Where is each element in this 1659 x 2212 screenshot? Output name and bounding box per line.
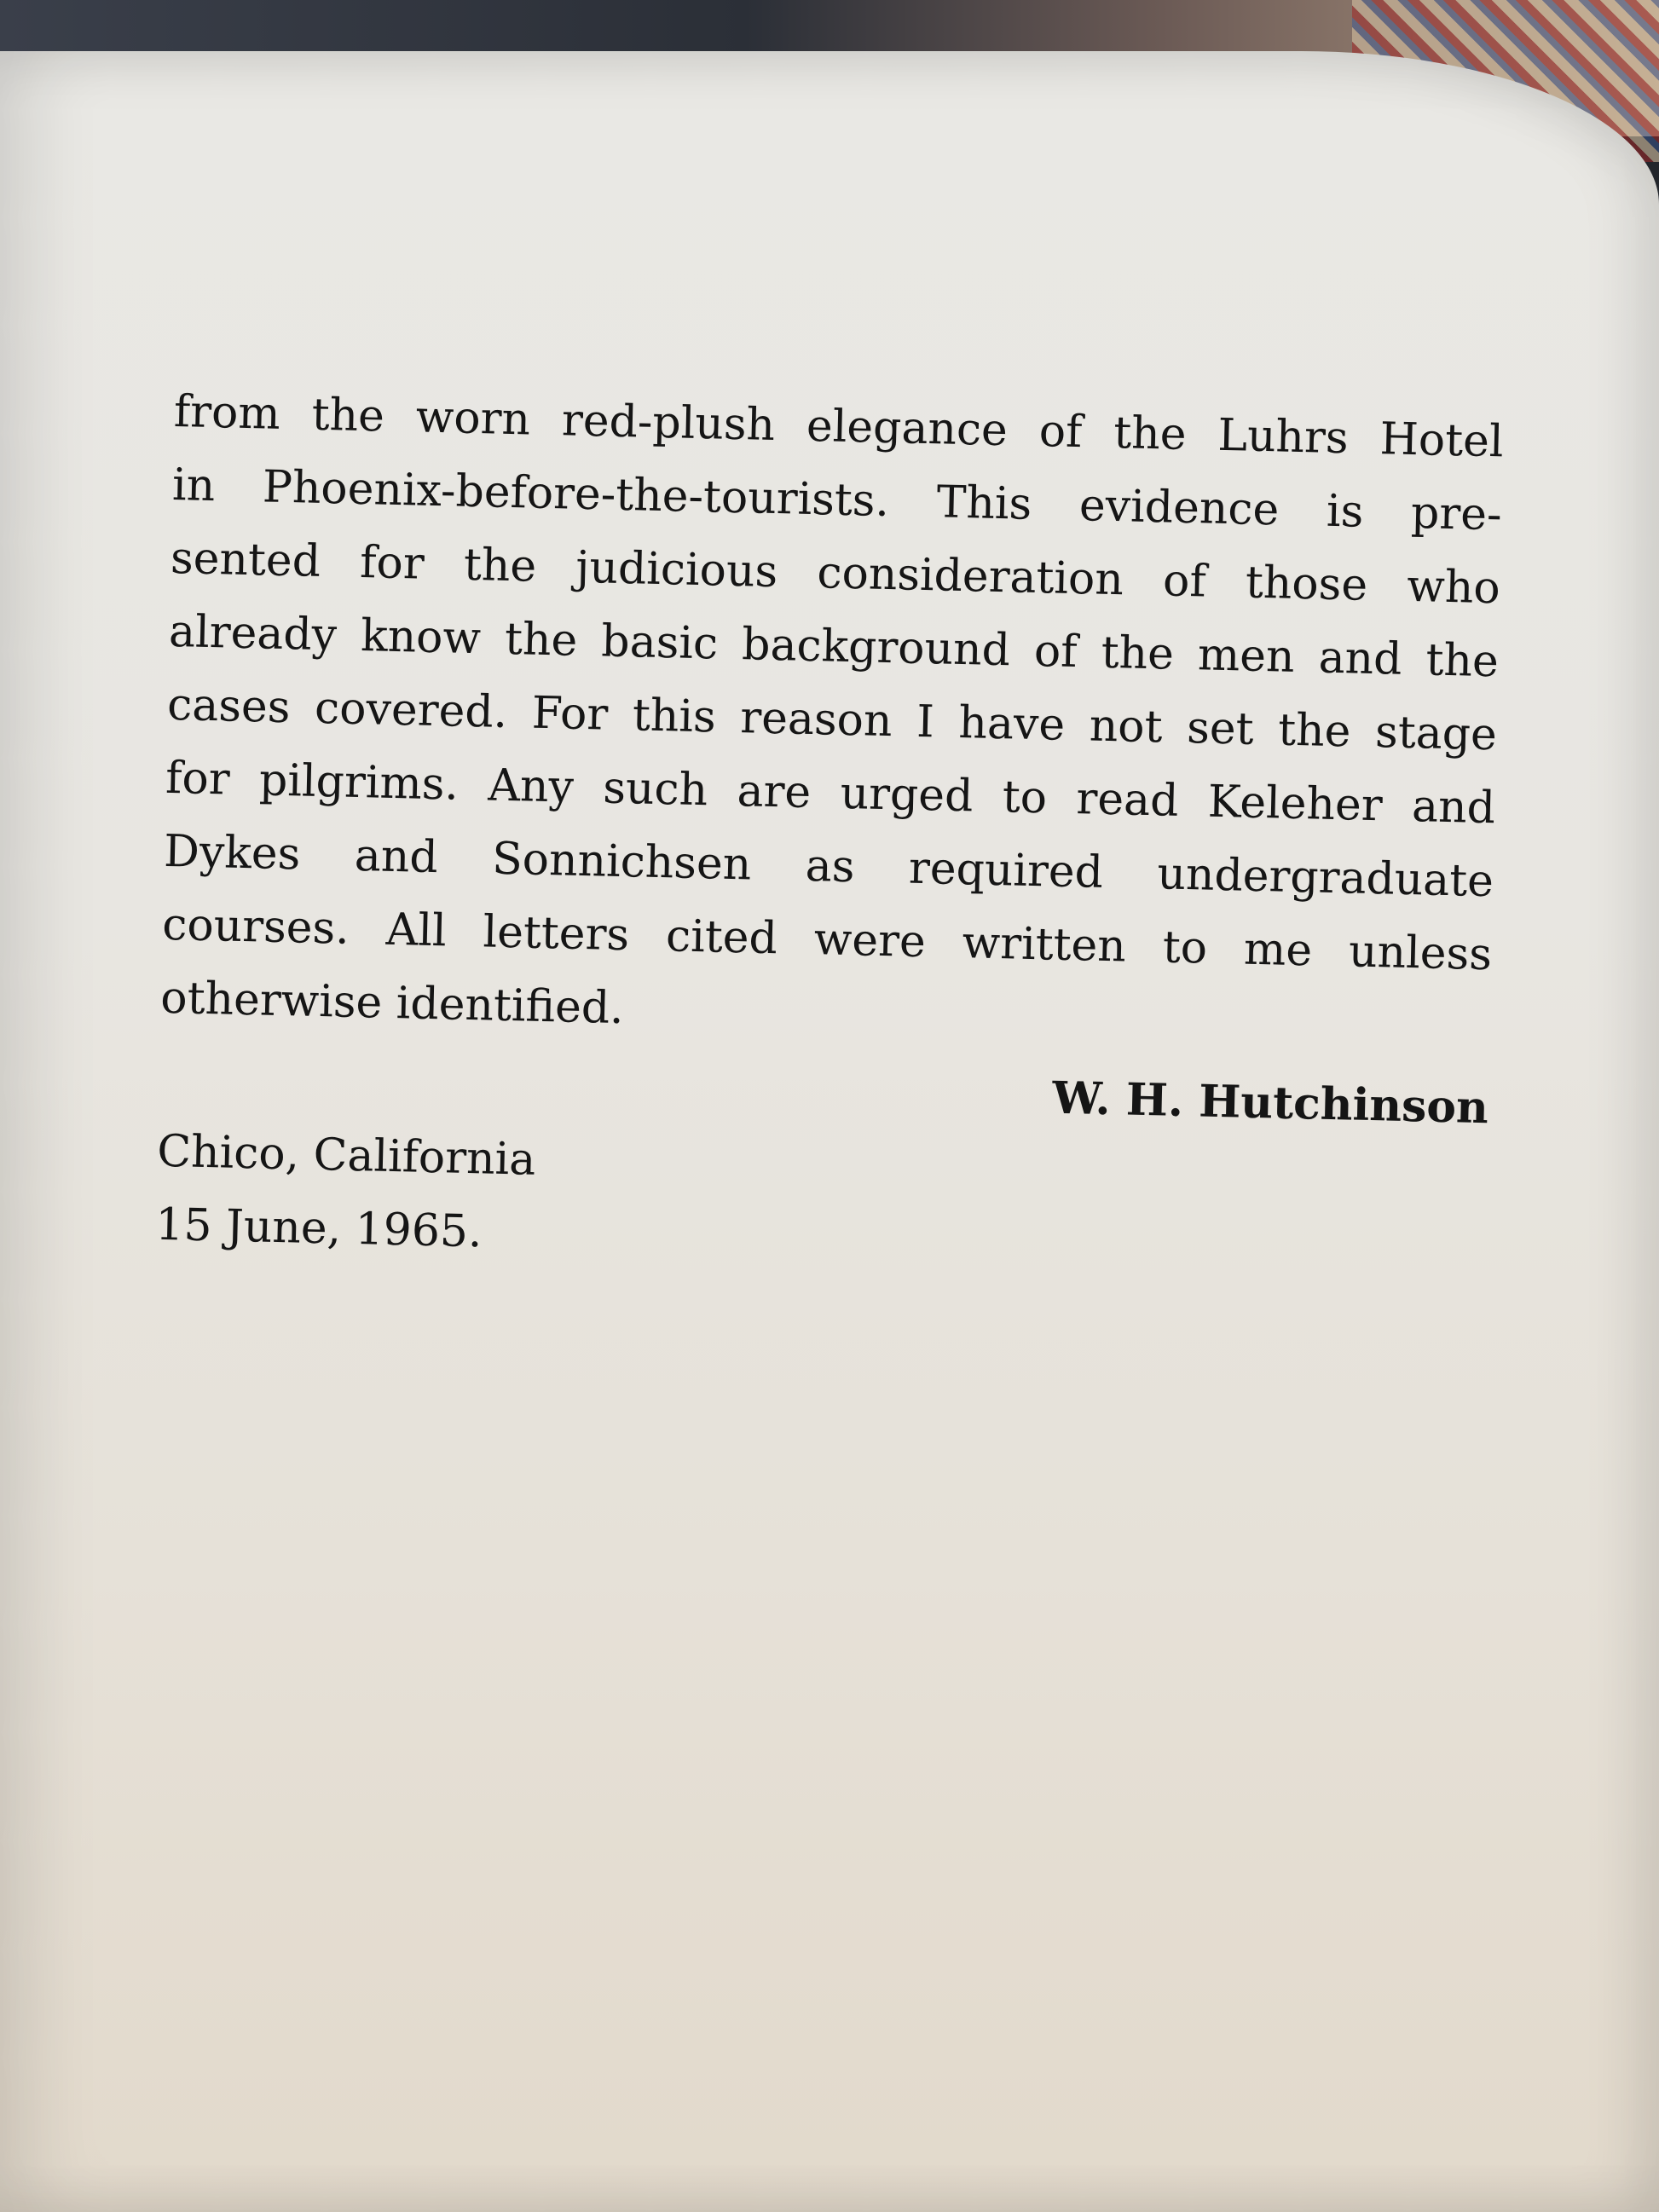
word: Hotel	[1379, 413, 1505, 468]
page-text	[154, 375, 1504, 1291]
word: of	[1162, 555, 1207, 608]
word: the	[1113, 407, 1188, 460]
word: covered.	[314, 682, 508, 738]
word: Sonnichsen	[491, 833, 752, 891]
word: were	[813, 914, 927, 968]
word: Dykes	[163, 825, 302, 881]
word: know	[360, 610, 482, 665]
word: red-plush	[561, 395, 776, 451]
signature-date: 15 June, 1965.	[154, 1198, 483, 1258]
word: All	[385, 904, 448, 957]
word: elegance	[806, 400, 1009, 457]
word: required	[908, 842, 1104, 898]
word: Phoenix-before-the-tourists.	[262, 461, 890, 528]
word: already	[168, 605, 338, 661]
word: is	[1326, 485, 1365, 538]
word: and	[1411, 781, 1496, 835]
text-line-9-content: otherwise identified.	[159, 972, 625, 1035]
word: and	[354, 829, 439, 884]
word: written	[962, 917, 1127, 973]
word: men	[1197, 629, 1296, 683]
word: the	[504, 613, 578, 667]
word: Luhrs	[1217, 409, 1350, 465]
word: the	[311, 389, 385, 442]
author-signature: W. H. Hutchinson	[1051, 1071, 1489, 1135]
word: consideration	[816, 547, 1124, 606]
word: reason	[739, 692, 893, 748]
word: to	[1162, 921, 1208, 974]
word: set	[1186, 702, 1255, 755]
word: the	[1277, 704, 1352, 758]
word: have	[957, 696, 1066, 751]
word: cases	[166, 679, 292, 734]
signature-place: Chico, California	[156, 1125, 536, 1186]
word: background	[741, 619, 1011, 677]
word: Keleher	[1207, 776, 1384, 832]
word: This	[936, 476, 1032, 530]
word: not	[1089, 700, 1164, 754]
word: of	[1038, 406, 1084, 459]
word: read	[1075, 773, 1180, 827]
word: urged	[840, 767, 974, 823]
word: worn	[415, 391, 531, 446]
word: the	[463, 539, 537, 592]
word: this	[632, 690, 717, 743]
word: pilgrims.	[258, 754, 460, 811]
word: me	[1243, 923, 1313, 977]
word: those	[1245, 557, 1368, 611]
word: For	[531, 687, 609, 741]
word: judicious	[575, 541, 778, 598]
word: unless	[1348, 926, 1493, 981]
word: evidence	[1078, 480, 1280, 536]
word: pre-	[1410, 487, 1503, 541]
word: Any	[487, 759, 575, 813]
word: as	[805, 840, 856, 893]
word: sented	[170, 532, 321, 587]
word: for	[165, 752, 231, 806]
word: stage	[1374, 707, 1498, 761]
word: who	[1406, 560, 1501, 615]
word: cited	[665, 910, 778, 965]
word: from	[173, 385, 281, 440]
word: I	[916, 696, 935, 748]
word: the	[1425, 634, 1500, 688]
word: in	[171, 459, 216, 512]
word: the	[1101, 627, 1175, 680]
word: of	[1033, 625, 1078, 679]
word: undergraduate	[1156, 848, 1494, 908]
word: to	[1002, 771, 1048, 824]
word: for	[359, 536, 425, 590]
word: are	[736, 765, 812, 819]
word: letters	[482, 906, 630, 962]
word: basic	[600, 615, 719, 670]
word: courses.	[161, 898, 350, 955]
word: and	[1318, 632, 1403, 685]
word: such	[602, 762, 708, 817]
